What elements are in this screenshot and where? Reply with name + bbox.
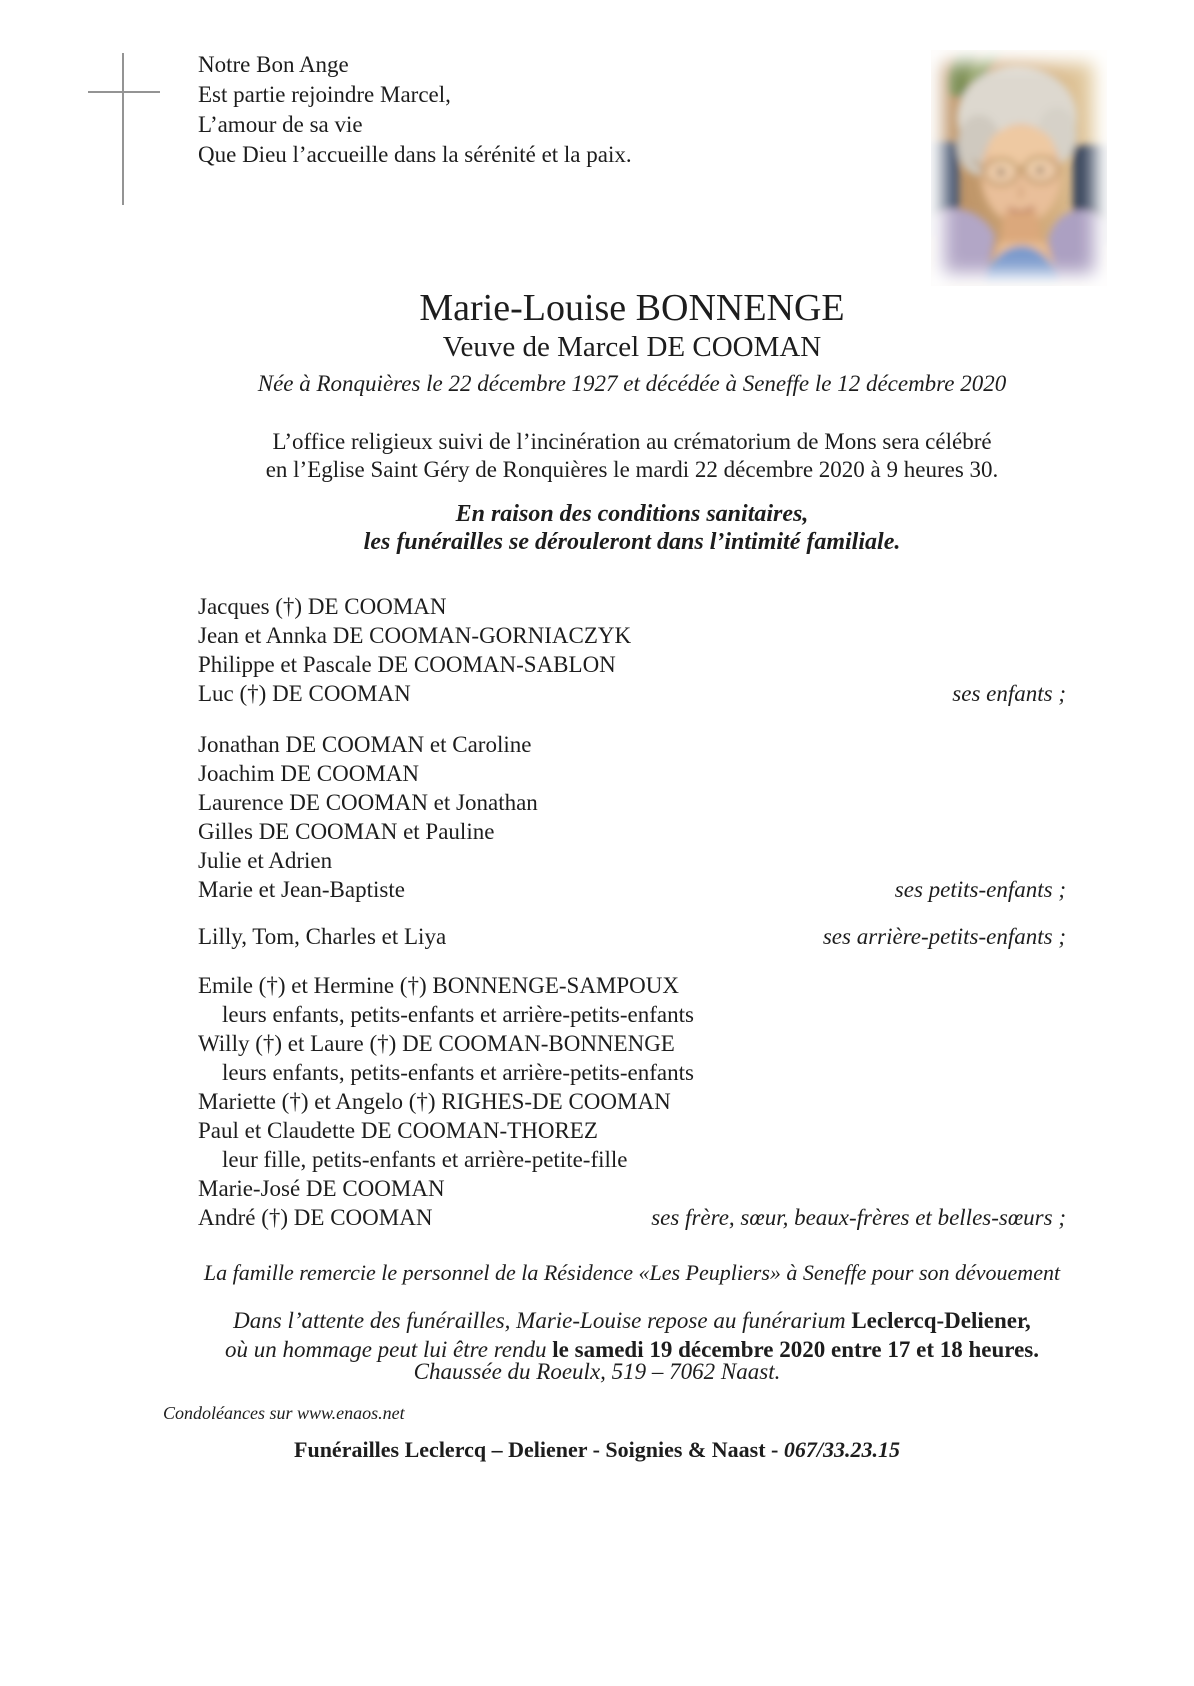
family-line: Emile (†) et Hermine (†) BONNENGE-SAMPOUX xyxy=(198,973,680,998)
funerarium-address: Chaussée du Roeulx, 519 – 7062 Naast. xyxy=(413,1359,781,1384)
portrait-photo xyxy=(931,50,1107,286)
family-line-with-label xyxy=(198,1203,1066,1232)
family-line-with-label xyxy=(198,922,1066,951)
service-line: en l’Eglise Saint Géry de Ronquières le mardi 22 décembre 2020 à 9 heures 30. xyxy=(265,457,999,482)
family-line: leurs enfants, petits-enfants et arrière-petits-enfants xyxy=(222,1002,694,1027)
announcement-body xyxy=(198,286,1066,1364)
cross-vertical-bar xyxy=(122,53,124,205)
deceased-name: Marie-Louise BONNENGE xyxy=(419,287,845,329)
family-line: Laurence DE COOMAN et Jonathan xyxy=(198,790,538,815)
epigraph xyxy=(198,50,632,170)
cross-horizontal-bar xyxy=(88,91,160,93)
family-group-great-grandchildren xyxy=(198,922,1066,951)
covid-notice xyxy=(198,500,1066,556)
repose-text: Dans l’attente des funérailles, Marie-Louise repose au funérarium xyxy=(233,1308,852,1333)
family-line: Willy (†) et Laure (†) DE COOMAN-BONNENGE xyxy=(198,1031,675,1056)
covid-line: les funérailles se dérouleront dans l’intimité familiale. xyxy=(363,529,901,555)
widow-line: Veuve de Marcel DE COOMAN xyxy=(442,331,822,363)
family-line: Mariette (†) et Angelo (†) RIGHES-DE COOMAN xyxy=(198,1089,671,1114)
covid-line: En raison des conditions sanitaires, xyxy=(455,501,809,527)
service-info xyxy=(198,428,1066,484)
visitation-time: le samedi 19 décembre 2020 entre 17 et 18 heures. xyxy=(552,1337,1040,1362)
relationship-label: ses petits-enfants ; xyxy=(894,877,1066,902)
repose-line xyxy=(198,1306,1066,1335)
family-line: Jonathan DE COOMAN et Caroline xyxy=(198,732,532,757)
family-group-children xyxy=(198,592,1066,708)
family-line: Marie et Jean-Baptiste xyxy=(198,877,405,902)
family-line: Paul et Claudette DE COOMAN-THOREZ xyxy=(198,1118,598,1143)
relationship-label: ses enfants ; xyxy=(952,681,1066,706)
repose-text: où un hommage peut lui être rendu xyxy=(224,1337,553,1362)
family-list xyxy=(198,592,1066,1232)
epigraph-line: Que Dieu l’accueille dans la sérénité et la paix. xyxy=(198,142,632,167)
funeral-home-phone: 067/33.23.15 xyxy=(783,1437,900,1462)
funerarium-name: Leclercq-Deliener, xyxy=(851,1308,1031,1333)
family-group-siblings xyxy=(198,971,1066,1232)
family-line: Jean et Annka DE COOMAN-GORNIACZYK xyxy=(198,623,632,648)
family-line: Marie-José DE COOMAN xyxy=(198,1176,445,1201)
funeral-home-name: Funérailles Leclercq – Deliener - Soignies & Naast - xyxy=(294,1437,784,1462)
family-line: Joachim DE COOMAN xyxy=(198,761,420,786)
condolences-note: Condoléances sur www.enaos.net xyxy=(163,1403,405,1423)
epigraph-line: Est partie rejoindre Marcel, xyxy=(198,82,451,107)
acknowledgement: La famille remercie le personnel de la Résidence «Les Peupliers» à Seneffe pour son dévouement xyxy=(203,1260,1061,1285)
family-line-with-label xyxy=(198,679,1066,708)
family-line: leur fille, petits-enfants et arrière-petite-fille xyxy=(222,1147,628,1172)
family-group-grandchildren xyxy=(198,730,1066,904)
family-line-with-label xyxy=(198,875,1066,904)
family-line: Julie et Adrien xyxy=(198,848,333,873)
service-line: L’office religieux suivi de l’incinération au crématorium de Mons sera célébré xyxy=(272,429,992,454)
family-line: leurs enfants, petits-enfants et arrière-petits-enfants xyxy=(222,1060,694,1085)
relationship-label: ses frère, sœur, beaux-frères et belles-sœurs ; xyxy=(651,1205,1066,1230)
family-line: Lilly, Tom, Charles et Liya xyxy=(198,924,447,949)
photo-feathered-edge xyxy=(931,50,1107,286)
family-line: André (†) DE COOMAN xyxy=(198,1205,433,1230)
relationship-label: ses arrière-petits-enfants ; xyxy=(822,924,1066,949)
life-dates: Née à Ronquières le 22 décembre 1927 et décédée à Seneffe le 12 décembre 2020 xyxy=(257,371,1007,396)
family-line: Luc (†) DE COOMAN xyxy=(198,681,411,706)
epigraph-line: L’amour de sa vie xyxy=(198,112,363,137)
repose-info xyxy=(198,1306,1066,1364)
family-line: Jacques (†) DE COOMAN xyxy=(198,594,447,619)
epigraph-line: Notre Bon Ange xyxy=(198,52,349,77)
family-line: Philippe et Pascale DE COOMAN-SABLON xyxy=(198,652,616,677)
family-line: Gilles DE COOMAN et Pauline xyxy=(198,819,495,844)
funeral-home-line xyxy=(0,1437,1194,1463)
